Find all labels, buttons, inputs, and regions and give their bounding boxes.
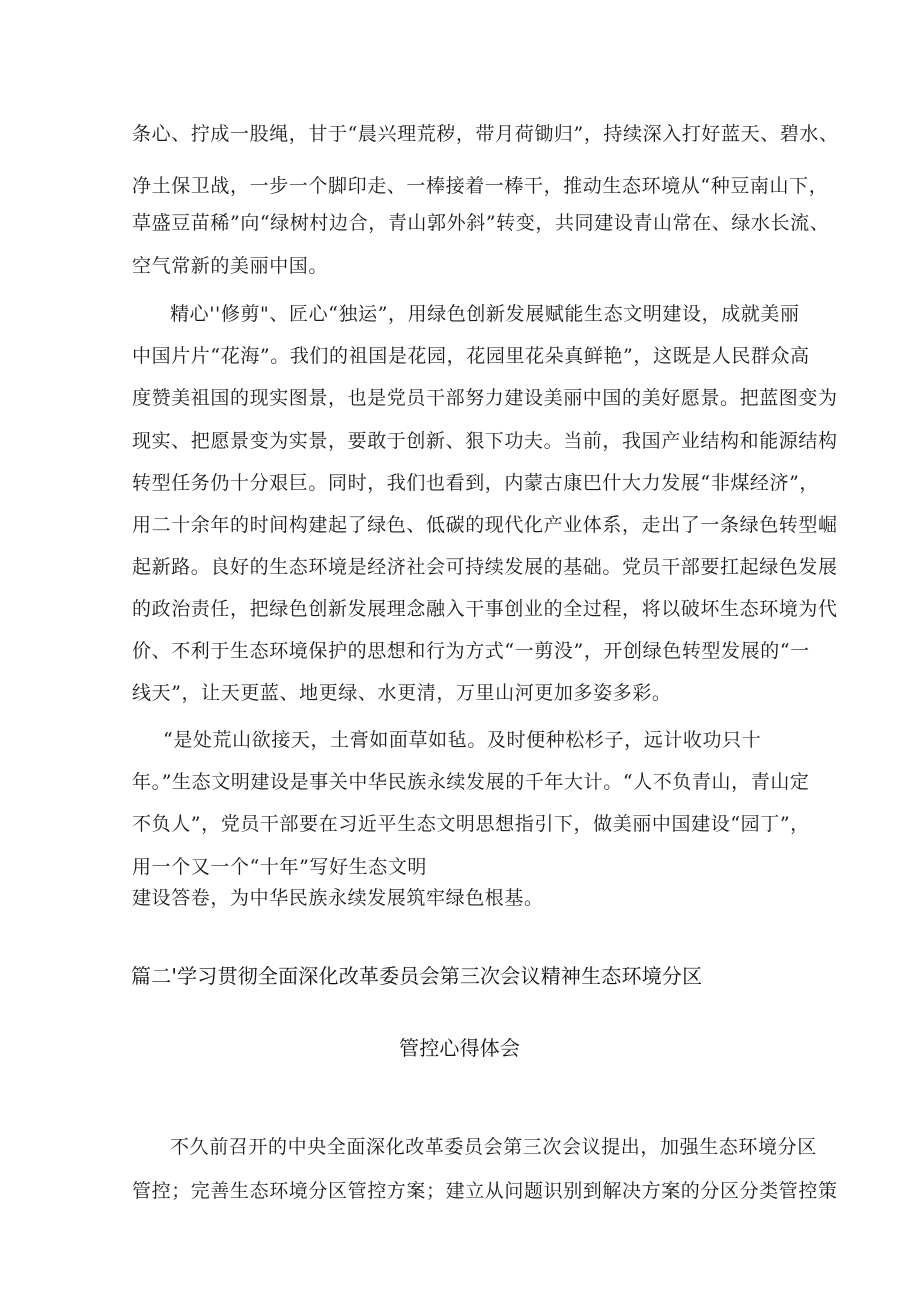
text-line: 的政治责任，把绿色创新发展理念融入干事创业的全过程，将以破坏生态环境为代 [132,598,838,620]
text-line: 用二十余年的时间构建起了绿色、低碳的现代化产业体系，走出了一条绿色转型崛 [132,514,838,536]
text-line: 价、不利于生态环境保护的思想和行为方式“一剪没”，开创绿色转型发展的“一 [132,640,810,662]
text-line: 空气常新的美丽中国。 [132,255,329,277]
text-line: 中国片片“花海”。我们的祖国是花园，花园里花朵真鲜艳”，这既是人民群众高 [132,345,810,367]
text-line: 年。”生态文明建设是事关中华民族永续发展的千年大计。“人不负青山，青山定 [132,771,810,793]
text-line: “是处荒山欲接天，土膏如面草如毡。及时便种松杉子，远计收功只十 [163,729,762,751]
text-line: 转型任务仍十分艰巨。同时，我们也看到，内蒙古康巴什大力发展“非煤经济”， [132,472,820,494]
text-line: 草盛豆苗稀”向“绿树村边合，青山郭外斜”转变，共同建设青山常在、绿水长流、 [132,212,830,234]
text-line: 现实、把愿景变为实景，要敢于创新、狠下功夫。当前，我国产业结构和能源结构 [132,430,838,452]
text-line: 精心''修剪"、匠心“独运”，用绿色创新发展赋能生态文明建设，成就美丽 [170,303,800,325]
text-line: 管控；完善生态环境分区管控方案；建立从问题识别到解决方案的分区分类管控策 [132,1180,838,1202]
text-line: 度赞美祖国的现实图景，也是党员干部努力建设美丽中国的美好愿景。把蓝图变为 [132,387,838,409]
section-title-line-2: 管控心得体会 [399,1036,521,1060]
text-line: 条心、拧成一股绳，甘于“晨兴理荒秽，带月荷锄归”，持续深入打好蓝天、碧水、 [132,123,839,145]
text-line: 不久前召开的中央全面深化改革委员会第三次会议提出，加强生态环境分区 [170,1136,817,1158]
text-line: 建设答卷，为中华民族永续发展筑牢绿色根基。 [132,887,544,909]
text-line: 不负人”，党员干部要在习近平生态文明思想指引下，做美丽中国建设“园丁”， [132,813,810,835]
text-line: 线天”，让天更蓝、地更绿、水更清，万里山河更加多姿多彩。 [132,682,672,704]
text-line: 用一个又一个“十年”写好生态文明 [132,856,428,878]
section-title-line-1: 篇二'学习贯彻全面深化改革委员会第三次会议精神生态环境分区 [131,964,703,988]
text-line: 净土保卫战，一步一个脚印走、一棒接着一棒干，推动生态环境从“种豆南山下， [132,175,829,197]
text-line: 起新路。良好的生态环境是经济社会可持续发展的基础。党员干部要扛起绿色发展 [132,556,838,578]
